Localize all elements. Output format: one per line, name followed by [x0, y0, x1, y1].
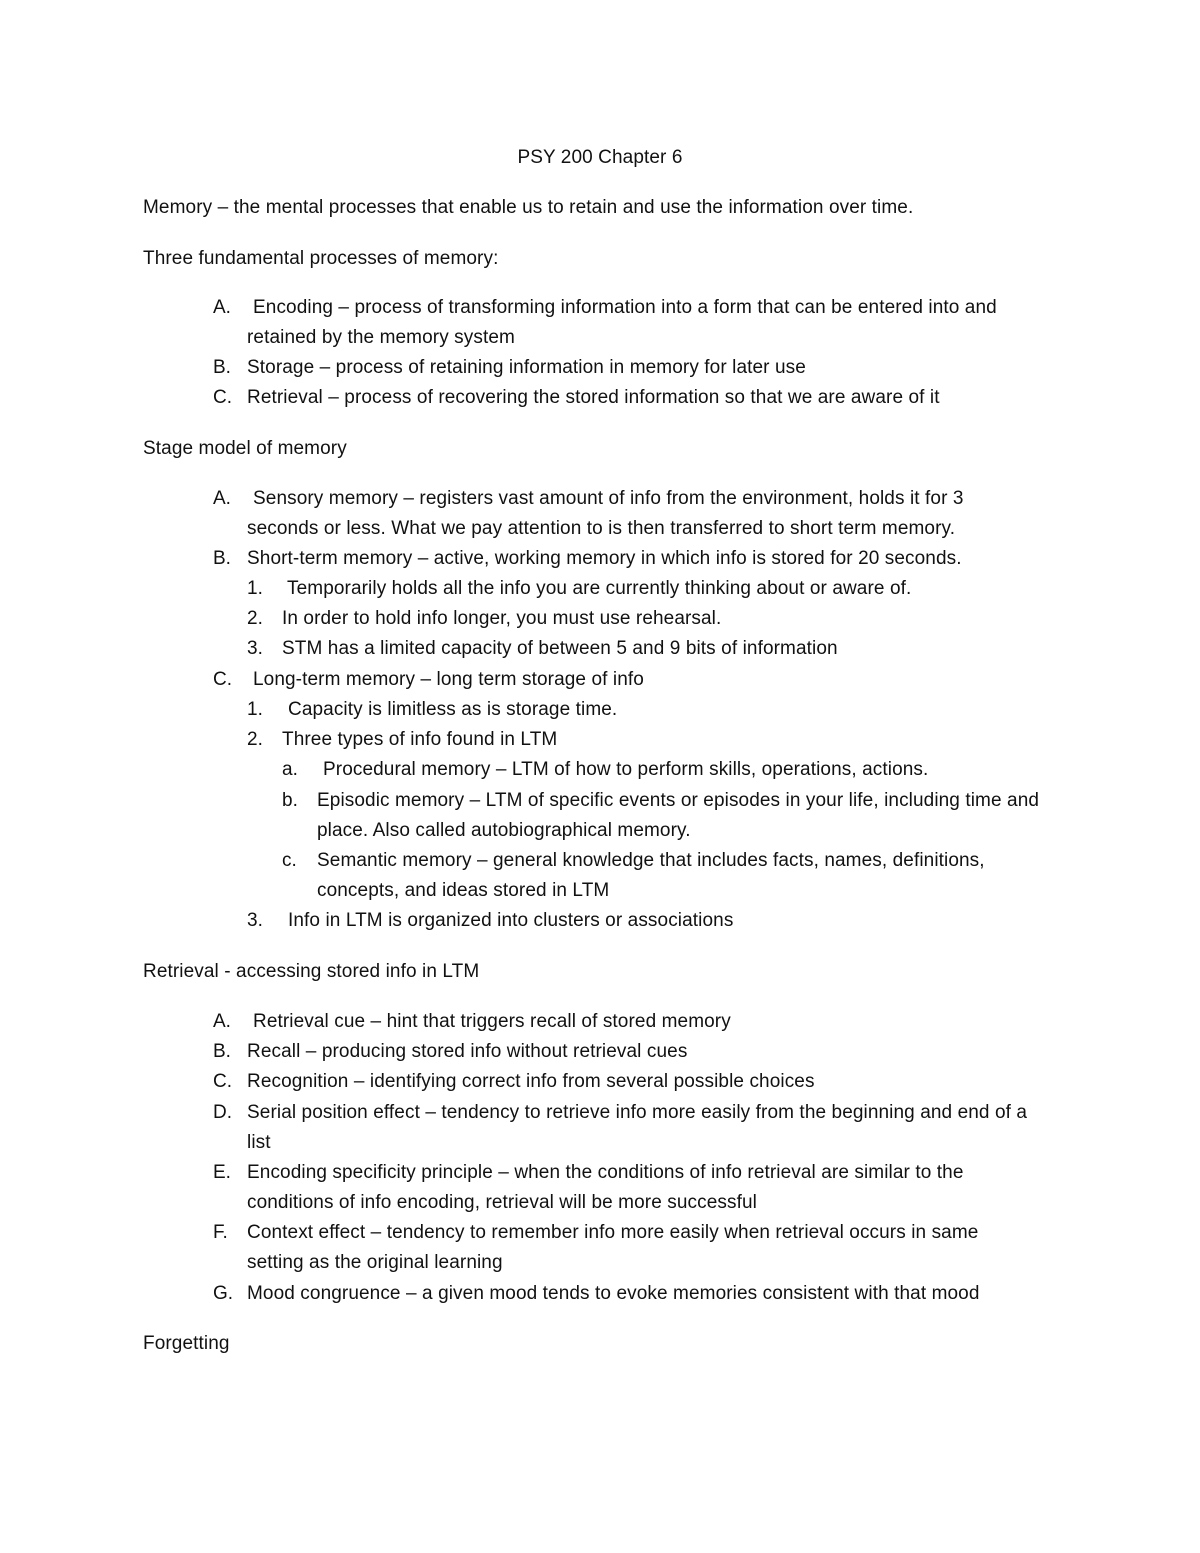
list-marker: G. [213, 1283, 234, 1304]
list-item-text: Sensory memory – registers vast amount of info from the environment, holds it for 3 [253, 488, 964, 509]
list-item-text: Long-term memory – long term storage of info [253, 669, 644, 690]
list-item-text: Encoding – process of transforming information into a form that can be entered into and [253, 297, 997, 318]
forgetting-heading: Forgetting [143, 1333, 230, 1354]
retrieval-heading: Retrieval - accessing stored info in LTM [143, 961, 480, 982]
sublist-marker: 1. [247, 699, 263, 720]
list-item-text: Storage – process of retaining information in memory for later use [247, 357, 806, 378]
list-marker: B. [213, 1041, 231, 1062]
sublist-item-text: In order to hold info longer, you must use rehearsal. [282, 608, 722, 629]
subsublist-item-text: Procedural memory – LTM of how to perform skills, operations, actions. [323, 759, 929, 780]
subsublist-marker: a. [282, 759, 298, 780]
list-marker: F. [213, 1222, 228, 1243]
stage-model-heading: Stage model of memory [143, 438, 347, 459]
list-item-text: Recognition – identifying correct info from several possible choices [247, 1071, 815, 1092]
list-item-text: seconds or less. What we pay attention to is then transferred to short term memory. [247, 518, 956, 539]
list-item-text: Mood congruence – a given mood tends to evoke memories consistent with that mood [247, 1283, 980, 1304]
list-item-text: list [247, 1132, 271, 1153]
subsublist-item-text: place. Also called autobiographical memory. [317, 820, 691, 841]
sublist-item-text: Three types of info found in LTM [282, 729, 558, 750]
list-item-text: Short-term memory – active, working memory in which info is stored for 20 seconds. [247, 548, 962, 569]
list-item-text: Retrieval – process of recovering the stored information so that we are aware of it [247, 387, 940, 408]
list-item-text: Context effect – tendency to remember info more easily when retrieval occurs in same [247, 1222, 979, 1243]
sublist-marker: 2. [247, 608, 263, 629]
subsublist-item-text: concepts, and ideas stored in LTM [317, 880, 610, 901]
list-marker: E. [213, 1162, 231, 1183]
list-item-text: Retrieval cue – hint that triggers recall of stored memory [253, 1011, 731, 1032]
list-marker: A. [213, 297, 231, 318]
list-item-text: Recall – producing stored info without retrieval cues [247, 1041, 688, 1062]
page-title: PSY 200 Chapter 6 [517, 147, 683, 168]
sublist-marker: 3. [247, 638, 263, 659]
subsublist-marker: b. [282, 790, 298, 811]
list-marker: C. [213, 1071, 232, 1092]
list-item-text: setting as the original learning [247, 1252, 503, 1273]
sublist-marker: 2. [247, 729, 263, 750]
list-item-text: Encoding specificity principle – when the conditions of info retrieval are similar to the [247, 1162, 964, 1183]
list-marker: A. [213, 488, 231, 509]
list-marker: C. [213, 387, 232, 408]
sublist-item-text: Capacity is limitless as is storage time. [288, 699, 618, 720]
list-marker: D. [213, 1102, 232, 1123]
list-item-text: Serial position effect – tendency to retrieve info more easily from the beginning and end of a [247, 1102, 1028, 1123]
subsublist-item-text: Semantic memory – general knowledge that includes facts, names, definitions, [317, 850, 985, 871]
subsublist-marker: c. [282, 850, 297, 871]
memory-definition: Memory – the mental processes that enable us to retain and use the information over time. [143, 197, 914, 218]
sublist-item-text: Temporarily holds all the info you are currently thinking about or aware of. [287, 578, 912, 599]
sublist-marker: 3. [247, 910, 263, 931]
list-item-text: conditions of info encoding, retrieval will be more successful [247, 1192, 757, 1213]
subsublist-item-text: Episodic memory – LTM of specific events or episodes in your life, including time and [317, 790, 1040, 811]
list-item-text: retained by the memory system [247, 327, 515, 348]
list-marker: B. [213, 357, 231, 378]
sublist-marker: 1. [247, 578, 263, 599]
sublist-item-text: STM has a limited capacity of between 5 and 9 bits of information [282, 638, 838, 659]
list-marker: A. [213, 1011, 231, 1032]
sublist-item-text: Info in LTM is organized into clusters or associations [288, 910, 734, 931]
list-marker: B. [213, 548, 231, 569]
list-marker: C. [213, 669, 232, 690]
processes-heading: Three fundamental processes of memory: [143, 248, 499, 269]
